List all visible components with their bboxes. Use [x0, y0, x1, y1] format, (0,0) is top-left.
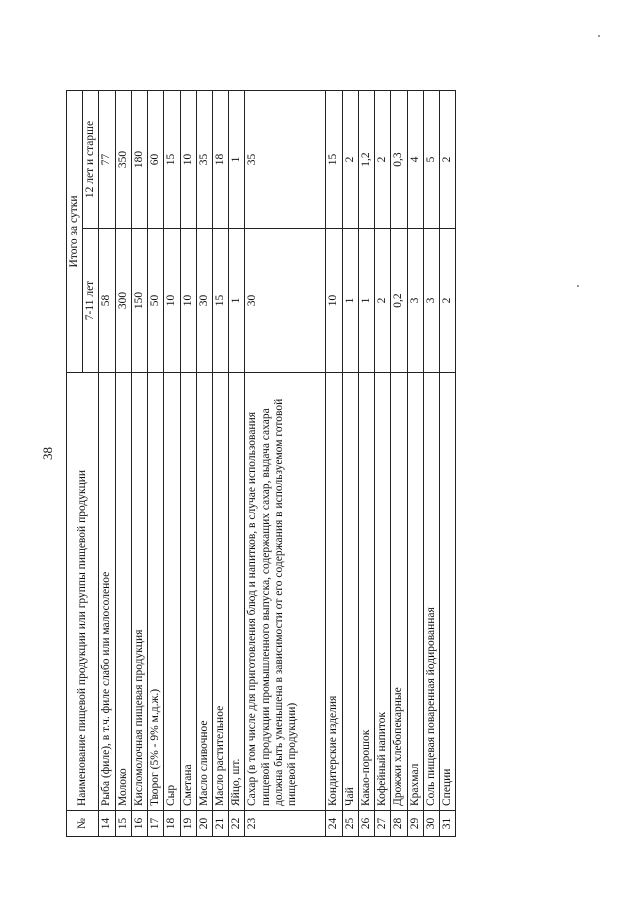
table-row — [148, 90, 164, 836]
row-value-7-11: 1 — [358, 229, 374, 373]
row-number: 30 — [423, 811, 439, 837]
table-row — [407, 90, 423, 836]
table-row — [212, 90, 228, 836]
table-row — [342, 90, 358, 836]
table-body — [99, 90, 456, 836]
row-name: Сахар (в том числе для приготовления блюд и напитков, в случае использования пищевой продукции промышленного выпуска, содержащих сахар, выдача сахара должна быть уменьшена в зависимости от его содержания в используемом готовой пищевой продукции) — [245, 373, 326, 811]
table-header-row — [67, 90, 83, 836]
table-row — [196, 90, 212, 836]
header-name: Наименование пищевой продукции или группы пищевой продукции — [67, 373, 99, 811]
row-name: Яйцо, шт. — [229, 373, 245, 811]
row-name: Какао-порошок — [358, 373, 374, 811]
row-name: Кисломолочная пищевая продукция — [131, 373, 147, 811]
row-number: 28 — [391, 811, 407, 837]
header-total: Итого за сутки — [67, 90, 83, 372]
row-value-7-11: 1 — [342, 229, 358, 373]
row-value-7-11: 3 — [407, 229, 423, 373]
row-value-7-11: 2 — [375, 229, 391, 373]
row-value-12-plus: 350 — [115, 90, 131, 228]
row-name: Чай — [342, 373, 358, 811]
table-row — [229, 90, 245, 836]
row-value-7-11: 10 — [326, 229, 342, 373]
row-value-7-11: 58 — [99, 229, 115, 373]
header-age-7-11: 7-11 лет — [83, 229, 99, 373]
row-value-12-plus: 35 — [245, 90, 326, 228]
row-number: 23 — [245, 811, 326, 837]
row-value-12-plus: 18 — [212, 90, 228, 228]
row-value-12-plus: 60 — [148, 90, 164, 228]
row-number: 17 — [148, 811, 164, 837]
row-number: 14 — [99, 811, 115, 837]
row-value-12-plus: 1 — [229, 90, 245, 228]
row-value-7-11: 300 — [115, 229, 131, 373]
row-name: Масло растительное — [212, 373, 228, 811]
row-name: Крахмал — [407, 373, 423, 811]
table-row — [180, 90, 196, 836]
table-row — [423, 90, 439, 836]
table-row — [245, 90, 326, 836]
table-row — [115, 90, 131, 836]
row-value-12-plus: 1,2 — [358, 90, 374, 228]
row-name: Рыба (филе), в т.ч. филе слабо или малосоленое — [99, 373, 115, 811]
row-number: 15 — [115, 811, 131, 837]
row-value-7-11: 150 — [131, 229, 147, 373]
row-value-7-11: 0,2 — [391, 229, 407, 373]
page-number: 38 — [40, 447, 55, 460]
row-name: Специи — [439, 373, 455, 811]
row-name: Сметана — [180, 373, 196, 811]
header-age-12-plus: 12 лет и старше — [83, 90, 99, 228]
scan-dot — [577, 285, 579, 287]
row-number: 20 — [196, 811, 212, 837]
row-name: Сыр — [164, 373, 180, 811]
row-value-7-11: 10 — [180, 229, 196, 373]
row-name: Масло сливочное — [196, 373, 212, 811]
row-name: Дрожжи хлебопекарные — [391, 373, 407, 811]
table-row — [99, 90, 115, 836]
row-value-12-plus: 15 — [326, 90, 342, 228]
row-name: Кондитерские изделия — [326, 373, 342, 811]
row-value-12-plus: 0,3 — [391, 90, 407, 228]
row-value-12-plus: 5 — [423, 90, 439, 228]
row-value-7-11: 50 — [148, 229, 164, 373]
row-value-7-11: 3 — [423, 229, 439, 373]
row-number: 26 — [358, 811, 374, 837]
row-value-7-11: 15 — [212, 229, 228, 373]
table-row — [358, 90, 374, 836]
table-row — [439, 90, 455, 836]
row-number: 25 — [342, 811, 358, 837]
food-norms-table — [66, 90, 456, 837]
row-name: Творог (5% - 9% м.д.ж.) — [148, 373, 164, 811]
row-number: 19 — [180, 811, 196, 837]
row-value-12-plus: 77 — [99, 90, 115, 228]
header-num: № — [67, 811, 99, 837]
row-number: 21 — [212, 811, 228, 837]
row-value-12-plus: 35 — [196, 90, 212, 228]
row-number: 18 — [164, 811, 180, 837]
row-value-7-11: 1 — [229, 229, 245, 373]
rotated-table-container — [66, 91, 453, 837]
table-row — [164, 90, 180, 836]
row-value-7-11: 30 — [245, 229, 326, 373]
table-row — [326, 90, 342, 836]
row-number: 22 — [229, 811, 245, 837]
scan-dot — [598, 35, 600, 37]
row-number: 31 — [439, 811, 455, 837]
table-row — [131, 90, 147, 836]
row-value-7-11: 10 — [164, 229, 180, 373]
row-number: 24 — [326, 811, 342, 837]
row-value-12-plus: 180 — [131, 90, 147, 228]
row-value-12-plus: 2 — [375, 90, 391, 228]
row-name: Кофейный напиток — [375, 373, 391, 811]
row-value-12-plus: 10 — [180, 90, 196, 228]
row-value-12-plus: 15 — [164, 90, 180, 228]
row-value-12-plus: 2 — [342, 90, 358, 228]
table-row — [391, 90, 407, 836]
table-row — [375, 90, 391, 836]
row-value-12-plus: 2 — [439, 90, 455, 228]
row-value-12-plus: 4 — [407, 90, 423, 228]
row-name: Молоко — [115, 373, 131, 811]
row-value-7-11: 30 — [196, 229, 212, 373]
row-value-7-11: 2 — [439, 229, 455, 373]
row-number: 29 — [407, 811, 423, 837]
row-number: 16 — [131, 811, 147, 837]
row-number: 27 — [375, 811, 391, 837]
row-name: Соль пищевая поваренная йодированная — [423, 373, 439, 811]
